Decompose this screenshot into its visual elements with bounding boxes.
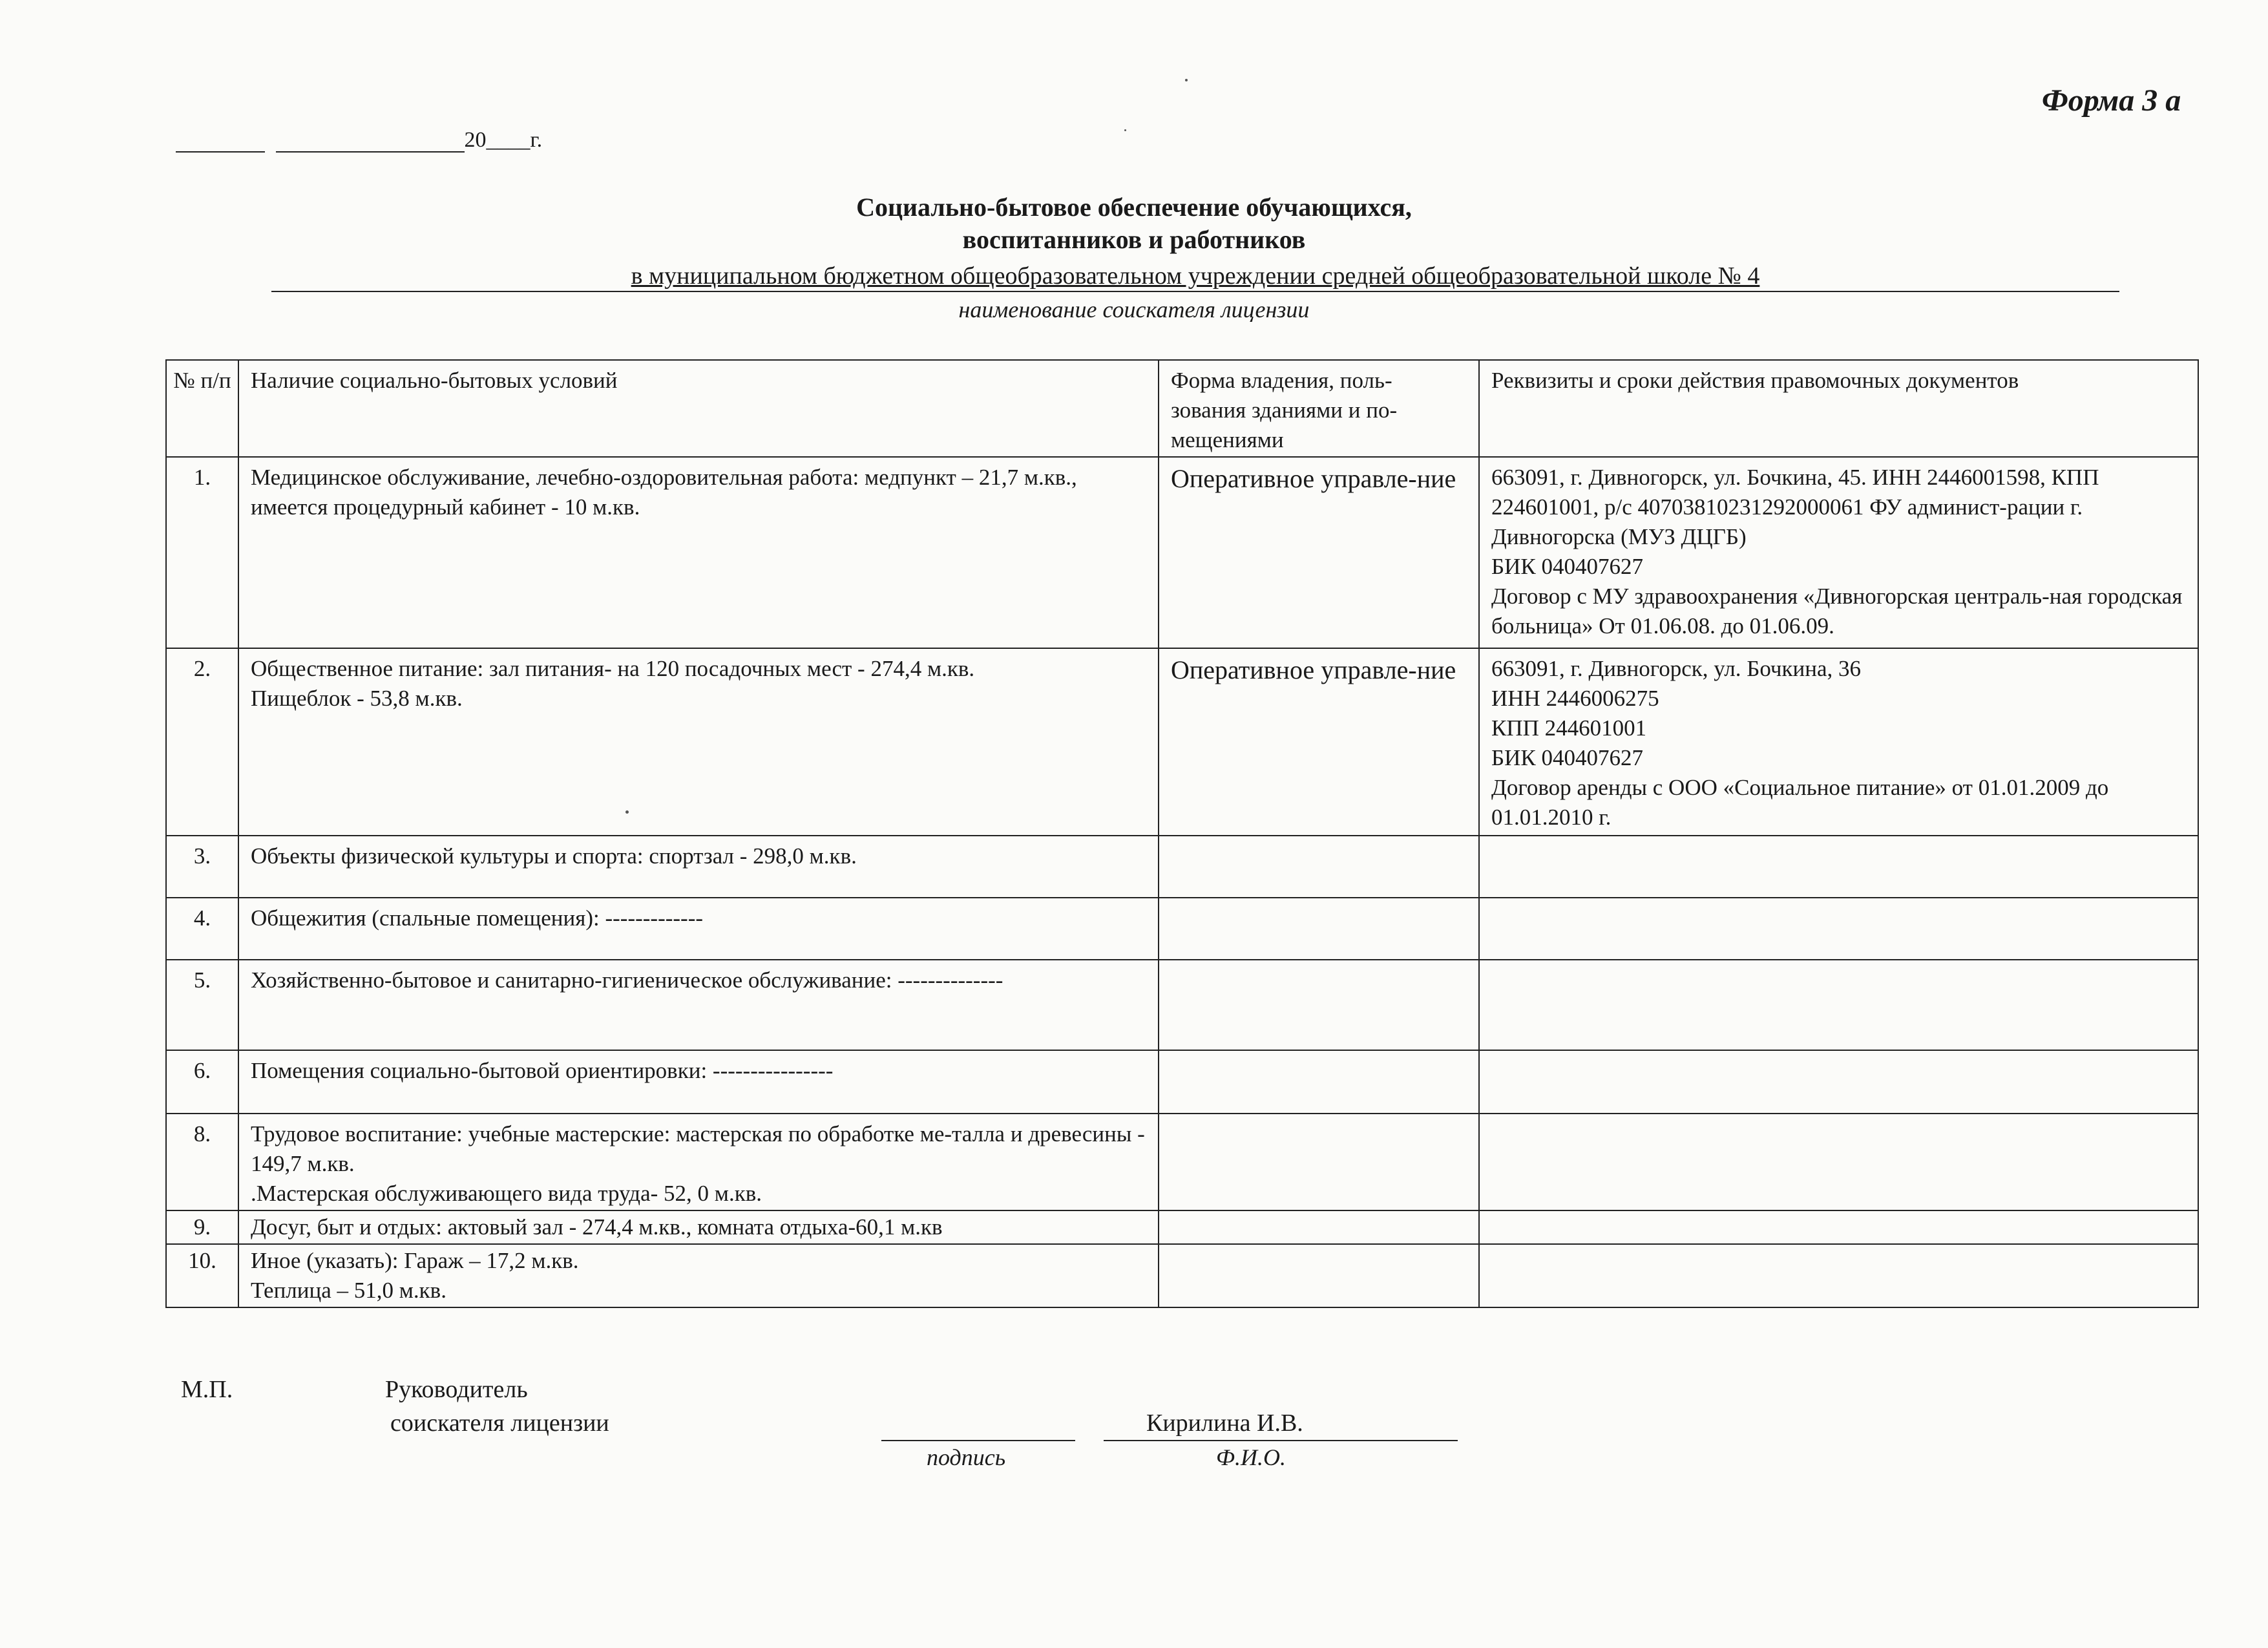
row-num: 3.: [166, 836, 238, 898]
row-ownership: [1159, 836, 1479, 898]
date-line: [176, 128, 542, 153]
row-ownership: [1159, 1244, 1479, 1307]
form-number: Форма 3 а: [2042, 83, 2181, 118]
row-ownership: [1159, 1050, 1479, 1114]
header-ownership: Форма владения, поль-зования зданиями и по-мещениями: [1159, 360, 1479, 457]
row-requisites: 663091, г. Дивногорск, ул. Бочкина, 45. ИНН 2446001598, КПП 224601001, р/с 40703810231292000061 ФУ админист-рации г. Дивногорска (МУЗ ДЦГБ) БИК 040407627 Договор с МУ здравоохранения «Дивногорская централь-ная городская больница» От 01.06.08. до 01.06.09.: [1479, 457, 2198, 648]
row-requisites: [1479, 836, 2198, 898]
name-caption: Ф.И.О.: [1216, 1444, 1286, 1470]
row-num: 9.: [166, 1210, 238, 1244]
row-conditions: Объекты физической культуры и спорта: спортзал - 298,0 м.кв.: [238, 836, 1159, 898]
row-requisites: [1479, 1050, 2198, 1114]
row-conditions: Досуг, быт и отдых: актовый зал - 274,4 м.кв., комната отдыха-60,1 м.кв: [238, 1210, 1159, 1244]
position-line-1: Руководитель: [385, 1376, 528, 1403]
row-conditions: Иное (указать): Гараж – 17,2 м.кв. Теплица – 51,0 м.кв.: [238, 1244, 1159, 1307]
row-num: 10.: [166, 1244, 238, 1307]
row-num: 6.: [166, 1050, 238, 1114]
table-row: [166, 836, 2198, 898]
table-row: [166, 648, 2198, 836]
table-row: [166, 898, 2198, 960]
row-requisites: [1479, 960, 2198, 1050]
organization-caption: наименование соискателя лицензии: [958, 297, 1310, 322]
table-row: [166, 1050, 2198, 1114]
day-blank: [176, 132, 265, 153]
signature-caption: подпись: [927, 1444, 1006, 1470]
row-conditions: Общежития (спальные помещения): -------------: [238, 898, 1159, 960]
row-ownership: [1159, 960, 1479, 1050]
table-row: [166, 1210, 2198, 1244]
scan-speck: [625, 810, 629, 814]
row-conditions: Помещения социально-бытовой ориентировки: ----------------: [238, 1050, 1159, 1114]
row-conditions: Медицинское обслуживание, лечебно-оздоровительная работа: медпункт – 21,7 м.кв., имеется процедурный кабинет - 10 м.кв.: [238, 457, 1159, 648]
row-ownership: Оперативное управле-ние: [1159, 648, 1479, 836]
table-header-row: [166, 360, 2198, 457]
row-num: 5.: [166, 960, 238, 1050]
row-num: 4.: [166, 898, 238, 960]
scan-speck: [1185, 79, 1188, 81]
organization-name: в муниципальном бюджетном общеобразовательном учреждении средней общеобразовательной школе № 4: [631, 262, 1760, 290]
header-conditions: Наличие социально-бытовых условий: [238, 360, 1159, 457]
position-line-2: соискателя лицензии: [390, 1410, 609, 1437]
signature-line: [881, 1439, 1075, 1441]
row-ownership: [1159, 1114, 1479, 1210]
row-ownership: [1159, 898, 1479, 960]
year-text: 20____г.: [464, 128, 543, 152]
row-requisites: 663091, г. Дивногорск, ул. Бочкина, 36 ИНН 2446006275 КПП 244601001 БИК 040407627 Договор аренды с ООО «Социальное питание» от 01.01.2009 до 01.01.2010 г.: [1479, 648, 2198, 836]
row-num: 1.: [166, 457, 238, 648]
scan-speck: [1124, 129, 1126, 131]
document-title: [0, 191, 2268, 256]
table-row: [166, 960, 2198, 1050]
row-ownership: Оперативное управле-ние: [1159, 457, 1479, 648]
row-requisites: [1479, 1210, 2198, 1244]
title-line-2: воспитанников и работников: [962, 225, 1306, 254]
row-requisites: [1479, 1244, 2198, 1307]
row-num: 2.: [166, 648, 238, 836]
signer-name: Кирилина И.В.: [1146, 1410, 1303, 1437]
row-conditions: Хозяйственно-бытовое и санитарно-гигиеническое обслуживание: --------------: [238, 960, 1159, 1050]
row-requisites: [1479, 898, 2198, 960]
title-line-1: Социально-бытовое обеспечение обучающихся,: [856, 193, 1412, 222]
social-conditions-table: [165, 359, 2199, 1308]
table-row: [166, 457, 2198, 648]
seal-label: М.П.: [181, 1376, 233, 1403]
month-blank: [276, 132, 465, 153]
row-num: 8.: [166, 1114, 238, 1210]
table-row: [166, 1244, 2198, 1307]
row-conditions: Общественное питание: зал питания- на 120 посадочных мест - 274,4 м.кв. Пищеблок - 53,8 м.кв.: [238, 648, 1159, 836]
header-requisites: Реквизиты и сроки действия правомочных документов: [1479, 360, 2198, 457]
row-conditions: Трудовое воспитание: учебные мастерские: мастерская по обработке ме-талла и древесины - 149,7 м.кв. .Мастерская обслуживающего вида труда- 52, 0 м.кв.: [238, 1114, 1159, 1210]
row-ownership: [1159, 1210, 1479, 1244]
organization-line: [271, 261, 2119, 292]
table-row: [166, 1114, 2198, 1210]
row-requisites: [1479, 1114, 2198, 1210]
name-line: [1104, 1439, 1458, 1441]
header-num: № п/п: [166, 360, 238, 457]
